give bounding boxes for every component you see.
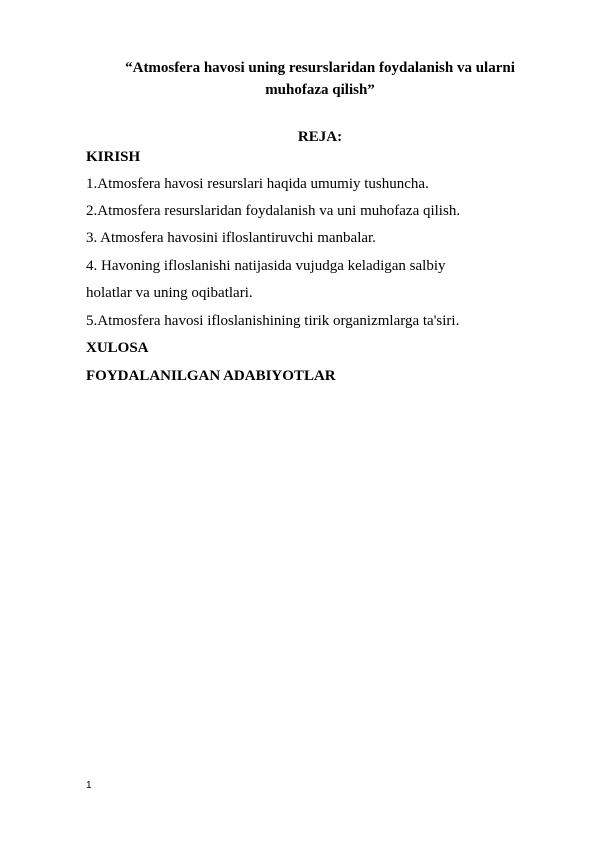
plan-item-1: 1.Atmosfera havosi resurslari haqida umumiy tushuncha.: [86, 176, 429, 192]
plan-item-5: 5.Atmosfera havosi ifloslanishining tirik organizmlarga ta'siri.: [86, 313, 460, 329]
plan-item-2: 2.Atmosfera resurslaridan foydalanish va uni muhofaza qilish.: [86, 203, 461, 219]
document-title: [100, 57, 540, 101]
conclusion-heading: XULOSA: [86, 340, 149, 356]
plan-item-4: 4. Havoning ifloslanishi natijasida vujudga keladigan salbiy: [86, 258, 446, 274]
plan-heading: REJA:: [297, 129, 343, 145]
references-heading: FOYDALANILGAN ADABIYOTLAR: [86, 368, 336, 384]
page-number: 1: [86, 780, 92, 791]
title-line-2: muhofaza qilish”: [265, 82, 375, 98]
plan-item-3: 3. Atmosfera havosini ifloslantiruvchi manbalar.: [86, 230, 376, 246]
intro-heading: KIRISH: [86, 149, 141, 165]
plan-item-4-continued: holatlar va uning oqibatlari.: [86, 285, 253, 301]
title-line-1: “Atmosfera havosi uning resurslaridan foydalanish va ularni: [125, 60, 515, 76]
